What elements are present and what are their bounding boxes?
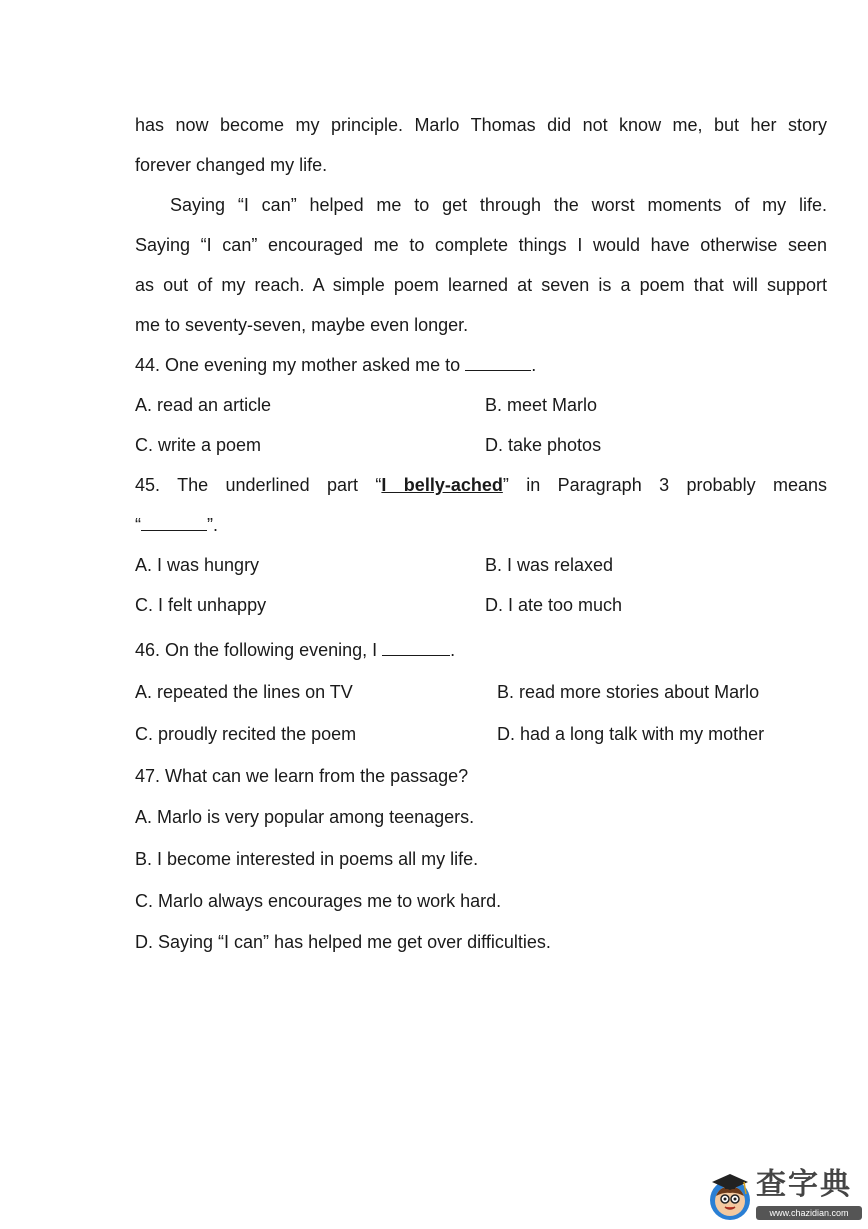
answer-blank — [141, 514, 207, 531]
open-quote: “ — [135, 515, 141, 535]
option-a: A. I was hungry — [135, 555, 260, 575]
option-c: C. proudly recited the poem — [135, 724, 357, 744]
answer-blank — [382, 639, 450, 656]
option-d: D. Saying “I can” has helped me get over difficulties. — [135, 932, 551, 952]
answer-blank — [465, 354, 531, 371]
option-c: C. write a poem — [135, 435, 262, 455]
question-stem-continued — [135, 514, 827, 536]
option-b: B. I become interested in poems all my life. — [135, 849, 479, 869]
brand-name: 查字典 — [756, 1167, 852, 1202]
option-a: A. repeated the lines on TV — [135, 682, 353, 702]
brand-url: www.chazidian.com — [756, 1206, 862, 1220]
option-d: D. I ate too much — [485, 595, 623, 615]
passage-line: Saying “I can” helped me to get through the worst moments of my life. — [170, 195, 827, 215]
question-stem-text: ” in Paragraph 3 probably means — [502, 475, 827, 495]
chazidian-logo — [706, 1168, 864, 1224]
question-stem: 47. What can we learn from the passage? — [135, 766, 469, 786]
stem-end: . — [450, 640, 456, 660]
question-stem-text: 46. On the following evening, I — [135, 640, 378, 660]
passage-line: me to seventy-seven, maybe even longer. — [135, 315, 469, 335]
question-stem — [135, 474, 827, 496]
option-d: D. take photos — [485, 435, 602, 455]
passage-line: has now become my principle. Marlo Thomas did not know me, but her story — [135, 115, 827, 135]
stem-end: . — [531, 355, 537, 375]
question-stem-text: 44. One evening my mother asked me to — [135, 355, 461, 375]
option-c: C. Marlo always encourages me to work hard. — [135, 891, 502, 911]
question-stem — [135, 639, 827, 661]
option-b: B. read more stories about Marlo — [497, 682, 760, 702]
option-b: B. I was relaxed — [485, 555, 614, 575]
option-c: C. I felt unhappy — [135, 595, 267, 615]
close-quote: ”. — [207, 515, 218, 535]
option-d: D. had a long talk with my mother — [497, 724, 765, 744]
question-stem-text: 45. The underlined part “ — [135, 475, 382, 495]
option-a: A. read an article — [135, 395, 272, 415]
underlined-phrase: I belly-ached — [381, 475, 503, 495]
passage-line: Saying “I can” encouraged me to complete things I would have otherwise seen — [135, 235, 827, 255]
question-stem — [135, 354, 827, 376]
passage-line: forever changed my life. — [135, 155, 328, 175]
passage-line: as out of my reach. A simple poem learned at seven is a poem that will support — [135, 275, 827, 295]
option-b: B. meet Marlo — [485, 395, 598, 415]
option-a: A. Marlo is very popular among teenagers. — [135, 807, 475, 827]
